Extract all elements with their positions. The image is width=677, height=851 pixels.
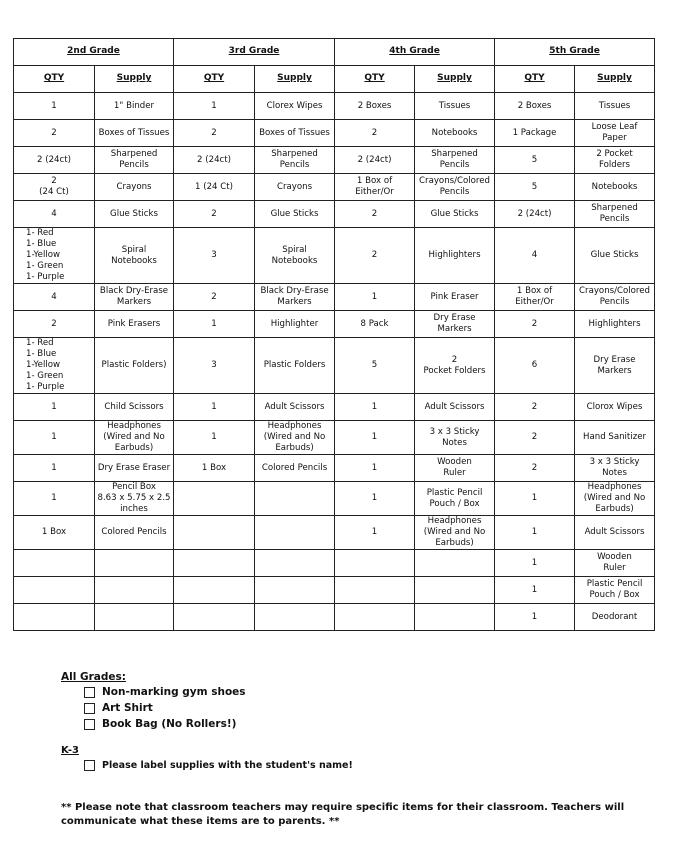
qty-cell	[335, 604, 415, 631]
checklist-label: Please label supplies with the student's name!	[102, 760, 353, 771]
qty-cell: 1	[495, 550, 575, 577]
supply-cell	[95, 577, 174, 604]
table-row	[14, 174, 655, 201]
supply-cell: Headphones (Wired and No Earbuds)	[575, 482, 655, 516]
grade-header-row	[14, 39, 655, 66]
qty-cell: 2	[495, 421, 575, 455]
supply-cell: Boxes of Tissues	[95, 120, 174, 147]
supply-cell	[255, 550, 335, 577]
qty-cell: 1	[14, 455, 95, 482]
qty-cell: 8 Pack	[335, 311, 415, 338]
qty-cell: 1	[335, 284, 415, 311]
qty-cell: 1	[335, 394, 415, 421]
checklist-label: Art Shirt	[102, 702, 153, 714]
supply-cell: Sharpened Pencils	[415, 147, 495, 174]
qty-cell: 1- Red 1- Blue 1-Yellow 1- Green 1- Purple	[14, 338, 95, 394]
supply-table	[13, 38, 655, 631]
supply-cell: Pencil Box 8.63 x 5.75 x 2.5 inches	[95, 482, 174, 516]
table-row	[14, 550, 655, 577]
qty-cell: 2	[495, 394, 575, 421]
column-header-row	[14, 66, 655, 93]
qty-cell: 1	[335, 516, 415, 550]
table-row	[14, 455, 655, 482]
supply-cell: Glue Sticks	[255, 201, 335, 228]
supply-cell: Tissues	[415, 93, 495, 120]
supply-cell: Loose Leaf Paper	[575, 120, 655, 147]
qty-header: QTY	[174, 66, 255, 93]
qty-cell: 2	[495, 455, 575, 482]
qty-cell: 2 (24 Ct)	[14, 174, 95, 201]
table-row	[14, 120, 655, 147]
qty-cell: 5	[335, 338, 415, 394]
checkbox[interactable]	[84, 719, 95, 730]
qty-cell: 4	[14, 201, 95, 228]
supply-cell	[95, 550, 174, 577]
supply-cell: Plastic Folders	[255, 338, 335, 394]
qty-cell: 2	[174, 120, 255, 147]
table-row	[14, 421, 655, 455]
table-row	[14, 394, 655, 421]
qty-cell: 1 Box of Either/Or	[495, 284, 575, 311]
qty-cell: 2	[335, 201, 415, 228]
qty-cell: 5	[495, 147, 575, 174]
qty-cell: 2 (24ct)	[335, 147, 415, 174]
supply-cell: Highlighters	[415, 228, 495, 284]
supply-cell: Adult Scissors	[575, 516, 655, 550]
supply-cell: Dry Erase Markers	[415, 311, 495, 338]
table-row	[14, 228, 655, 284]
qty-cell: 4	[495, 228, 575, 284]
qty-cell: 1 Box	[14, 516, 95, 550]
supply-cell: Headphones (Wired and No Earbuds)	[255, 421, 335, 455]
supply-cell: Glue Sticks	[575, 228, 655, 284]
qty-cell: 2 Boxes	[335, 93, 415, 120]
supply-cell: Highlighter	[255, 311, 335, 338]
checkbox[interactable]	[84, 760, 95, 771]
qty-cell: 2	[14, 311, 95, 338]
k3-heading: K-3	[61, 745, 79, 756]
supply-cell: Plastic Pencil Pouch / Box	[575, 577, 655, 604]
checklist-label: Book Bag (No Rollers!)	[102, 718, 237, 730]
supply-cell: 2 Pocket Folders	[575, 147, 655, 174]
supply-cell: Wooden Ruler	[415, 455, 495, 482]
qty-header: QTY	[335, 66, 415, 93]
table-row	[14, 604, 655, 631]
supply-header: Supply	[415, 66, 495, 93]
supply-cell: 3 x 3 Sticky Notes	[575, 455, 655, 482]
supply-cell: Colored Pencils	[95, 516, 174, 550]
qty-cell: 2	[335, 120, 415, 147]
grade-header-5th: 5th Grade	[495, 39, 655, 66]
qty-cell: 1	[495, 482, 575, 516]
supply-cell: Spiral Notebooks	[95, 228, 174, 284]
supply-cell: Glue Sticks	[95, 201, 174, 228]
checklist-item	[84, 760, 353, 771]
supply-cell: Dry Erase Eraser	[95, 455, 174, 482]
qty-cell: 2	[174, 201, 255, 228]
qty-cell: 1	[335, 421, 415, 455]
supply-cell: Plastic Folders)	[95, 338, 174, 394]
supply-cell: Highlighters	[575, 311, 655, 338]
qty-cell	[174, 577, 255, 604]
checklist-item	[84, 686, 246, 698]
supply-header: Supply	[255, 66, 335, 93]
supply-cell: Spiral Notebooks	[255, 228, 335, 284]
qty-cell: 2 (24ct)	[174, 147, 255, 174]
qty-cell: 1	[14, 482, 95, 516]
supply-cell: Black Dry-Erase Markers	[255, 284, 335, 311]
supply-cell: Plastic Pencil Pouch / Box	[415, 482, 495, 516]
checklist-item	[84, 702, 153, 714]
supply-cell: Glue Sticks	[415, 201, 495, 228]
supply-cell: Sharpened Pencils	[575, 201, 655, 228]
table-row	[14, 284, 655, 311]
qty-cell: 1 Box of Either/Or	[335, 174, 415, 201]
qty-cell	[335, 550, 415, 577]
supply-cell: Crayons	[255, 174, 335, 201]
qty-cell: 1	[495, 516, 575, 550]
checkbox[interactable]	[84, 687, 95, 698]
supply-cell: Notebooks	[575, 174, 655, 201]
qty-cell: 2 (24ct)	[14, 147, 95, 174]
supply-cell: Child Scissors	[95, 394, 174, 421]
supply-cell: 3 x 3 Sticky Notes	[415, 421, 495, 455]
supply-cell	[95, 604, 174, 631]
table-row	[14, 577, 655, 604]
supply-cell	[255, 604, 335, 631]
supply-cell: 1" Binder	[95, 93, 174, 120]
qty-cell	[14, 577, 95, 604]
qty-cell	[174, 604, 255, 631]
qty-cell: 1	[495, 604, 575, 631]
supply-table-body	[14, 93, 655, 631]
grade-header-3rd: 3rd Grade	[174, 39, 335, 66]
supply-cell: Headphones (Wired and No Earbuds)	[415, 516, 495, 550]
supply-cell: Wooden Ruler	[575, 550, 655, 577]
supply-cell: Adult Scissors	[255, 394, 335, 421]
qty-cell: 1	[335, 455, 415, 482]
supply-cell	[415, 604, 495, 631]
supply-cell	[415, 577, 495, 604]
teacher-note: ** Please note that classroom teachers may require specific items for their classroom. Teachers will communicate what these items are to parents. **	[61, 802, 625, 827]
qty-cell: 1	[174, 93, 255, 120]
supply-cell: Black Dry-Erase Markers	[95, 284, 174, 311]
checklist-label: Non-marking gym shoes	[102, 686, 246, 698]
qty-cell: 1- Red 1- Blue 1-Yellow 1- Green 1- Purple	[14, 228, 95, 284]
qty-header: QTY	[495, 66, 575, 93]
supply-cell: Crayons	[95, 174, 174, 201]
supply-cell: Colored Pencils	[255, 455, 335, 482]
table-row	[14, 147, 655, 174]
supply-header: Supply	[95, 66, 174, 93]
supply-cell: Headphones (Wired and No Earbuds)	[95, 421, 174, 455]
supply-cell: Clorox Wipes	[575, 394, 655, 421]
supply-cell: Tissues	[575, 93, 655, 120]
table-row	[14, 482, 655, 516]
grade-header-2nd: 2nd Grade	[14, 39, 174, 66]
qty-cell	[14, 550, 95, 577]
all-grades-heading: All Grades:	[61, 671, 126, 683]
qty-cell: 2 (24ct)	[495, 201, 575, 228]
checkbox[interactable]	[84, 703, 95, 714]
qty-cell	[174, 482, 255, 516]
qty-cell: 3	[174, 228, 255, 284]
qty-cell	[174, 550, 255, 577]
qty-cell: 1	[14, 394, 95, 421]
table-row	[14, 516, 655, 550]
qty-cell: 6	[495, 338, 575, 394]
supply-cell	[255, 516, 335, 550]
qty-cell: 1 (24 Ct)	[174, 174, 255, 201]
supply-cell: Pink Erasers	[95, 311, 174, 338]
supply-cell: Pink Eraser	[415, 284, 495, 311]
supply-cell	[255, 577, 335, 604]
supply-cell: Crayons/Colored Pencils	[415, 174, 495, 201]
qty-cell: 2	[174, 284, 255, 311]
supply-cell: Crayons/Colored Pencils	[575, 284, 655, 311]
qty-cell: 1	[14, 93, 95, 120]
qty-cell: 1 Box	[174, 455, 255, 482]
qty-cell: 2	[335, 228, 415, 284]
supply-cell: Dry Erase Markers	[575, 338, 655, 394]
supply-cell	[255, 482, 335, 516]
supply-cell: Clorex Wipes	[255, 93, 335, 120]
qty-cell: 3	[174, 338, 255, 394]
supply-cell: Adult Scissors	[415, 394, 495, 421]
qty-cell: 1	[14, 421, 95, 455]
qty-cell: 5	[495, 174, 575, 201]
table-row	[14, 201, 655, 228]
supply-cell: 2 Pocket Folders	[415, 338, 495, 394]
supply-cell	[415, 550, 495, 577]
checklist-item	[84, 718, 236, 730]
table-row	[14, 338, 655, 394]
qty-cell	[335, 577, 415, 604]
supply-cell: Hand Sanitizer	[575, 421, 655, 455]
qty-cell: 2 Boxes	[495, 93, 575, 120]
qty-header: QTY	[14, 66, 95, 93]
qty-cell: 1	[495, 577, 575, 604]
table-row	[14, 93, 655, 120]
qty-cell: 1	[174, 311, 255, 338]
qty-cell	[174, 516, 255, 550]
supply-cell: Sharpened Pencils	[255, 147, 335, 174]
qty-cell: 1	[174, 421, 255, 455]
qty-cell: 1	[174, 394, 255, 421]
supply-cell: Deodorant	[575, 604, 655, 631]
qty-cell: 2	[14, 120, 95, 147]
grade-header-4th: 4th Grade	[335, 39, 495, 66]
supply-header: Supply	[575, 66, 655, 93]
supply-cell: Boxes of Tissues	[255, 120, 335, 147]
qty-cell: 1 Package	[495, 120, 575, 147]
qty-cell: 4	[14, 284, 95, 311]
qty-cell: 1	[335, 482, 415, 516]
qty-cell	[14, 604, 95, 631]
table-row	[14, 311, 655, 338]
supply-cell: Sharpened Pencils	[95, 147, 174, 174]
supply-cell: Notebooks	[415, 120, 495, 147]
qty-cell: 2	[495, 311, 575, 338]
